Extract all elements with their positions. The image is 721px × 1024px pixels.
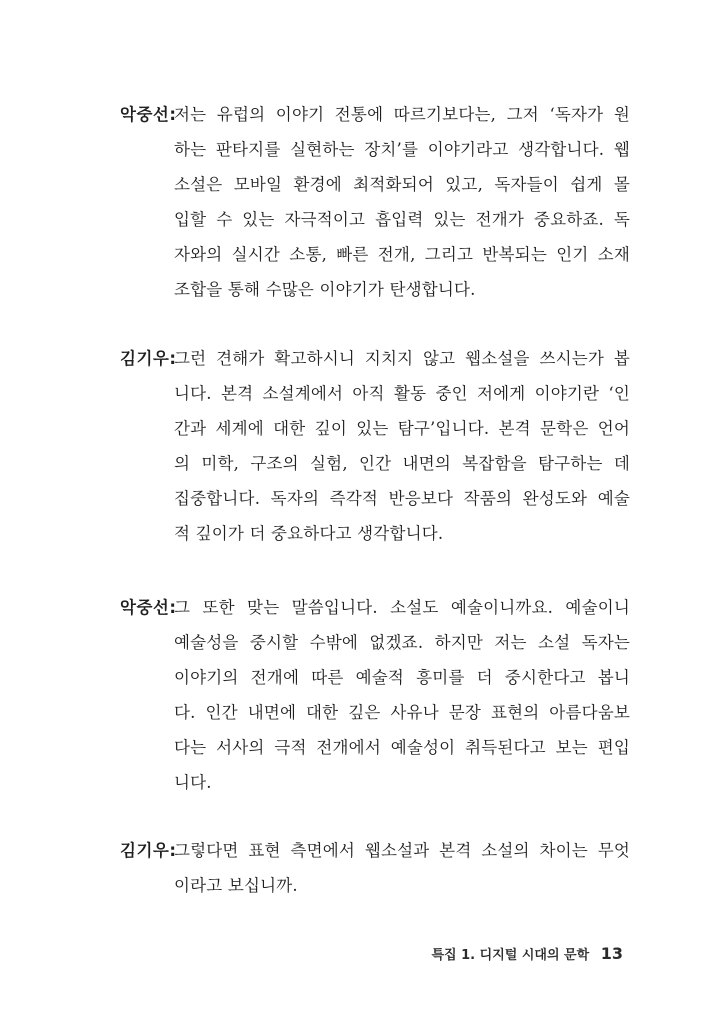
- speaker-label: 김기우:: [120, 841, 177, 860]
- running-footer-section-title: 특집 1. 디지털 시대의 문학: [431, 948, 590, 963]
- speech-line: 다는 서사의 극적 전개에서 예술성이 취득된다고 보는 편입: [174, 738, 630, 757]
- speech-line: 이야기의 전개에 따른 예술적 흥미를 더 중시한다고 봅니: [174, 668, 630, 687]
- dialogue-block: [120, 341, 630, 551]
- speech-line: 니다. 본격 소설계에서 아직 활동 중인 저에게 이야기란 ‘인: [174, 384, 630, 403]
- speech-line: 그렇다면 표현 측면에서 웹소설과 본격 소설의 차이는 무엇: [174, 841, 630, 860]
- dialogue-block: [120, 833, 630, 903]
- speech-line: 그런 견해가 확고하시니 지치지 않고 웹소설을 쓰시는가 봅: [174, 349, 630, 368]
- speaker-label: 악중선:: [120, 105, 177, 124]
- speech-line: 예술성을 중시할 수밖에 없겠죠. 하지만 저는 소설 독자는: [174, 633, 630, 652]
- speech-line: 하는 판타지를 실현하는 장치’를 이야기라고 생각합니다. 웹: [174, 140, 630, 159]
- speech-line: 조합을 통해 수많은 이야기가 탄생합니다.: [174, 280, 476, 299]
- speech-line: 니다.: [174, 773, 212, 792]
- page-number: 13: [600, 944, 623, 963]
- dialogue-block: [120, 97, 630, 307]
- speech-line: 적 깊이가 더 중요하다고 생각합니다.: [174, 524, 444, 543]
- speech-line: 이라고 보십니까.: [174, 876, 298, 895]
- speech-text: [174, 590, 630, 800]
- speech-line: 입할 수 있는 자극적이고 흡입력 있는 전개가 중요하죠. 독: [174, 210, 630, 229]
- speech-text: [174, 341, 630, 551]
- speech-text: [174, 833, 630, 903]
- speech-line: 그 또한 맞는 말씀입니다. 소설도 예술이니까요. 예술이니: [174, 598, 630, 617]
- speaker-label: 악중선:: [120, 598, 177, 617]
- speech-line: 소설은 모바일 환경에 최적화되어 있고, 독자들이 쉽게 몰: [174, 175, 630, 194]
- speech-line: 의 미학, 구조의 실험, 인간 내면의 복잡함을 탐구하는 데: [174, 454, 630, 473]
- speaker-label: 김기우:: [120, 349, 177, 368]
- page-footer: [431, 944, 623, 963]
- dialogue-block: [120, 590, 630, 800]
- speech-line: 자와의 실시간 소통, 빠른 전개, 그리고 반복되는 인기 소재: [174, 245, 630, 264]
- speech-line: 간과 세계에 대한 깊이 있는 탐구’입니다. 본격 문학은 언어: [174, 419, 630, 438]
- speech-line: 저는 유럽의 이야기 전통에 따르기보다는, 그저 ‘독자가 원: [174, 105, 630, 124]
- speech-text: [174, 97, 630, 307]
- speech-line: 집중합니다. 독자의 즉각적 반응보다 작품의 완성도와 예술: [174, 489, 630, 508]
- speech-line: 다. 인간 내면에 대한 깊은 사유나 문장 표현의 아름다움보: [174, 703, 630, 722]
